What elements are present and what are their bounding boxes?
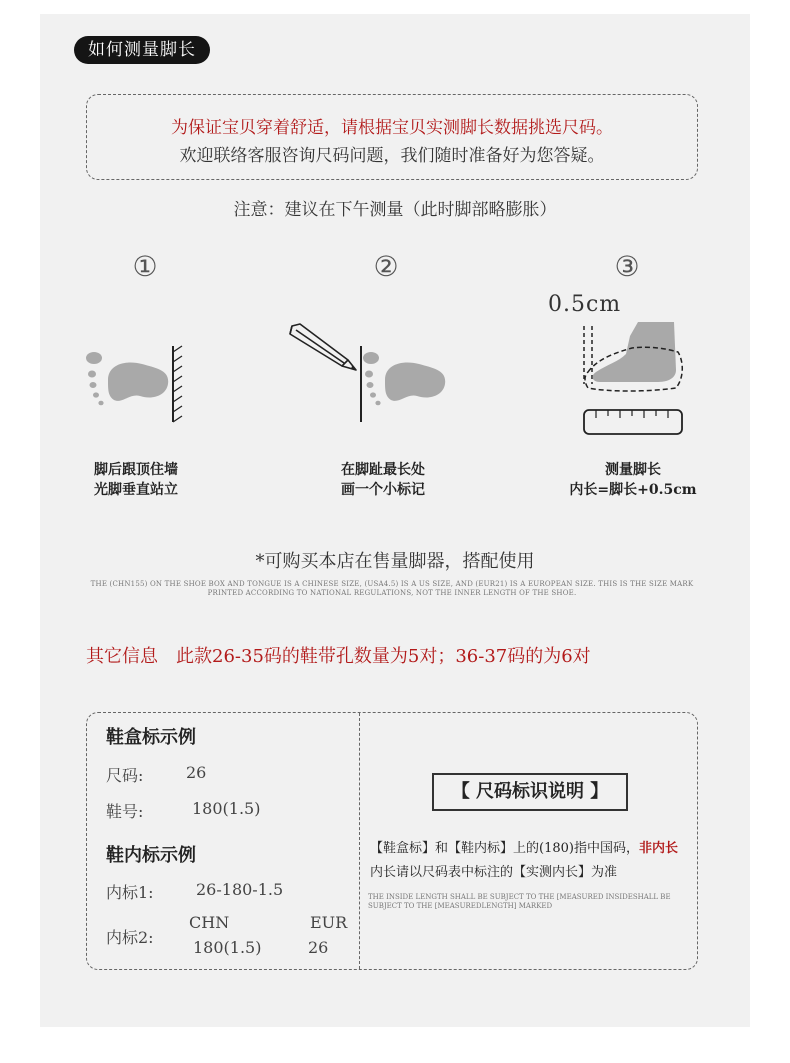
size-fine-print: THE (CHN155) ON THE SHOE BOX AND TONGUE IS A CHINESE SIZE, (USA4.5) IS A US SIZE, AND (EUR21) IS A EUROPEAN SIZE. THIS IS THE SIZE MARK PRINTED ACCORDING TO NATIONAL REGULATIONS, NOT THE INNER LENGTH OF THE SHOE. bbox=[90, 580, 694, 597]
size-explain-line2: 内长请以尺码表中标注的【实测内长】为准 bbox=[370, 865, 618, 880]
table-divider bbox=[359, 713, 360, 969]
step-2-caption-line1: 在脚趾最长处 bbox=[341, 462, 425, 478]
step-1-caption-line1: 脚后跟顶住墙 bbox=[94, 462, 178, 478]
foot-mark-icon bbox=[355, 340, 450, 425]
other-info: 其它信息 此款26-35码的鞋带孔数量为5对；36-37码的为6对 bbox=[86, 646, 591, 667]
size-explain-fine: THE INSIDE LENGTH SHALL BE SUBJECT TO THE [MEASURED INSIDESHALL BE SUBJECT TO THE [MEASUREDLENGTH] MARKED bbox=[368, 893, 671, 910]
step-2-caption bbox=[313, 460, 453, 500]
size-explain-title: 【 尺码标识说明 】 bbox=[432, 773, 628, 811]
step-1-number: ① bbox=[132, 250, 158, 283]
inner2-label: 内标2: bbox=[106, 928, 154, 947]
size-value: 26 bbox=[186, 763, 207, 782]
chn-label: CHN bbox=[189, 913, 230, 932]
not-inner-length: 非内长 bbox=[638, 841, 678, 856]
step-3-number: ③ bbox=[614, 250, 640, 283]
eur-label: EUR bbox=[310, 913, 348, 932]
inner1-value: 26-180-1.5 bbox=[196, 880, 284, 899]
shoe-measure-icon bbox=[578, 318, 688, 440]
foot-against-wall-icon bbox=[82, 340, 192, 425]
box-label-title: 鞋盒标示例 bbox=[106, 727, 196, 748]
offset-label: 0.5cm bbox=[548, 292, 622, 317]
intro-line-2: 欢迎联络客服咨询尺码问题，我们随时准备好为您答疑。 bbox=[179, 146, 605, 166]
chn-value: 180(1.5) bbox=[193, 938, 262, 957]
step-1-caption bbox=[66, 460, 206, 500]
shoe-no-label: 鞋号: bbox=[106, 802, 144, 821]
step-3-caption-line1: 测量脚长 bbox=[605, 462, 661, 478]
intro-box bbox=[86, 94, 698, 180]
step-3-caption bbox=[548, 460, 718, 500]
step-2-caption-line2: 画一个小标记 bbox=[341, 482, 425, 498]
measure-note: 注意：建议在下午测量（此时脚部略膨胀） bbox=[233, 200, 557, 220]
purchase-note: *可购买本店在售量脚器，搭配使用 bbox=[255, 551, 535, 572]
step-2-number: ② bbox=[373, 250, 399, 283]
step-3-caption-line2: 内长=脚长+0.5cm bbox=[569, 482, 697, 498]
eur-value: 26 bbox=[308, 938, 329, 957]
inner-label-title: 鞋内标示例 bbox=[106, 845, 196, 866]
intro-line-1: 为保证宝贝穿着舒适，请根据宝贝实测脚长数据挑选尺码。 bbox=[171, 118, 613, 138]
section-badge: 如何测量脚长 bbox=[74, 36, 210, 64]
pencil-icon bbox=[286, 322, 360, 374]
shoe-no-value: 180(1.5) bbox=[192, 799, 261, 818]
size-explain-text: 【鞋盒标】和【鞋内标】上的(180)指中国码， bbox=[370, 841, 639, 856]
inner1-label: 内标1: bbox=[106, 883, 154, 902]
size-explain-line1 bbox=[370, 837, 678, 856]
step-1-caption-line2: 光脚垂直站立 bbox=[94, 482, 178, 498]
size-label: 尺码: bbox=[106, 766, 144, 785]
